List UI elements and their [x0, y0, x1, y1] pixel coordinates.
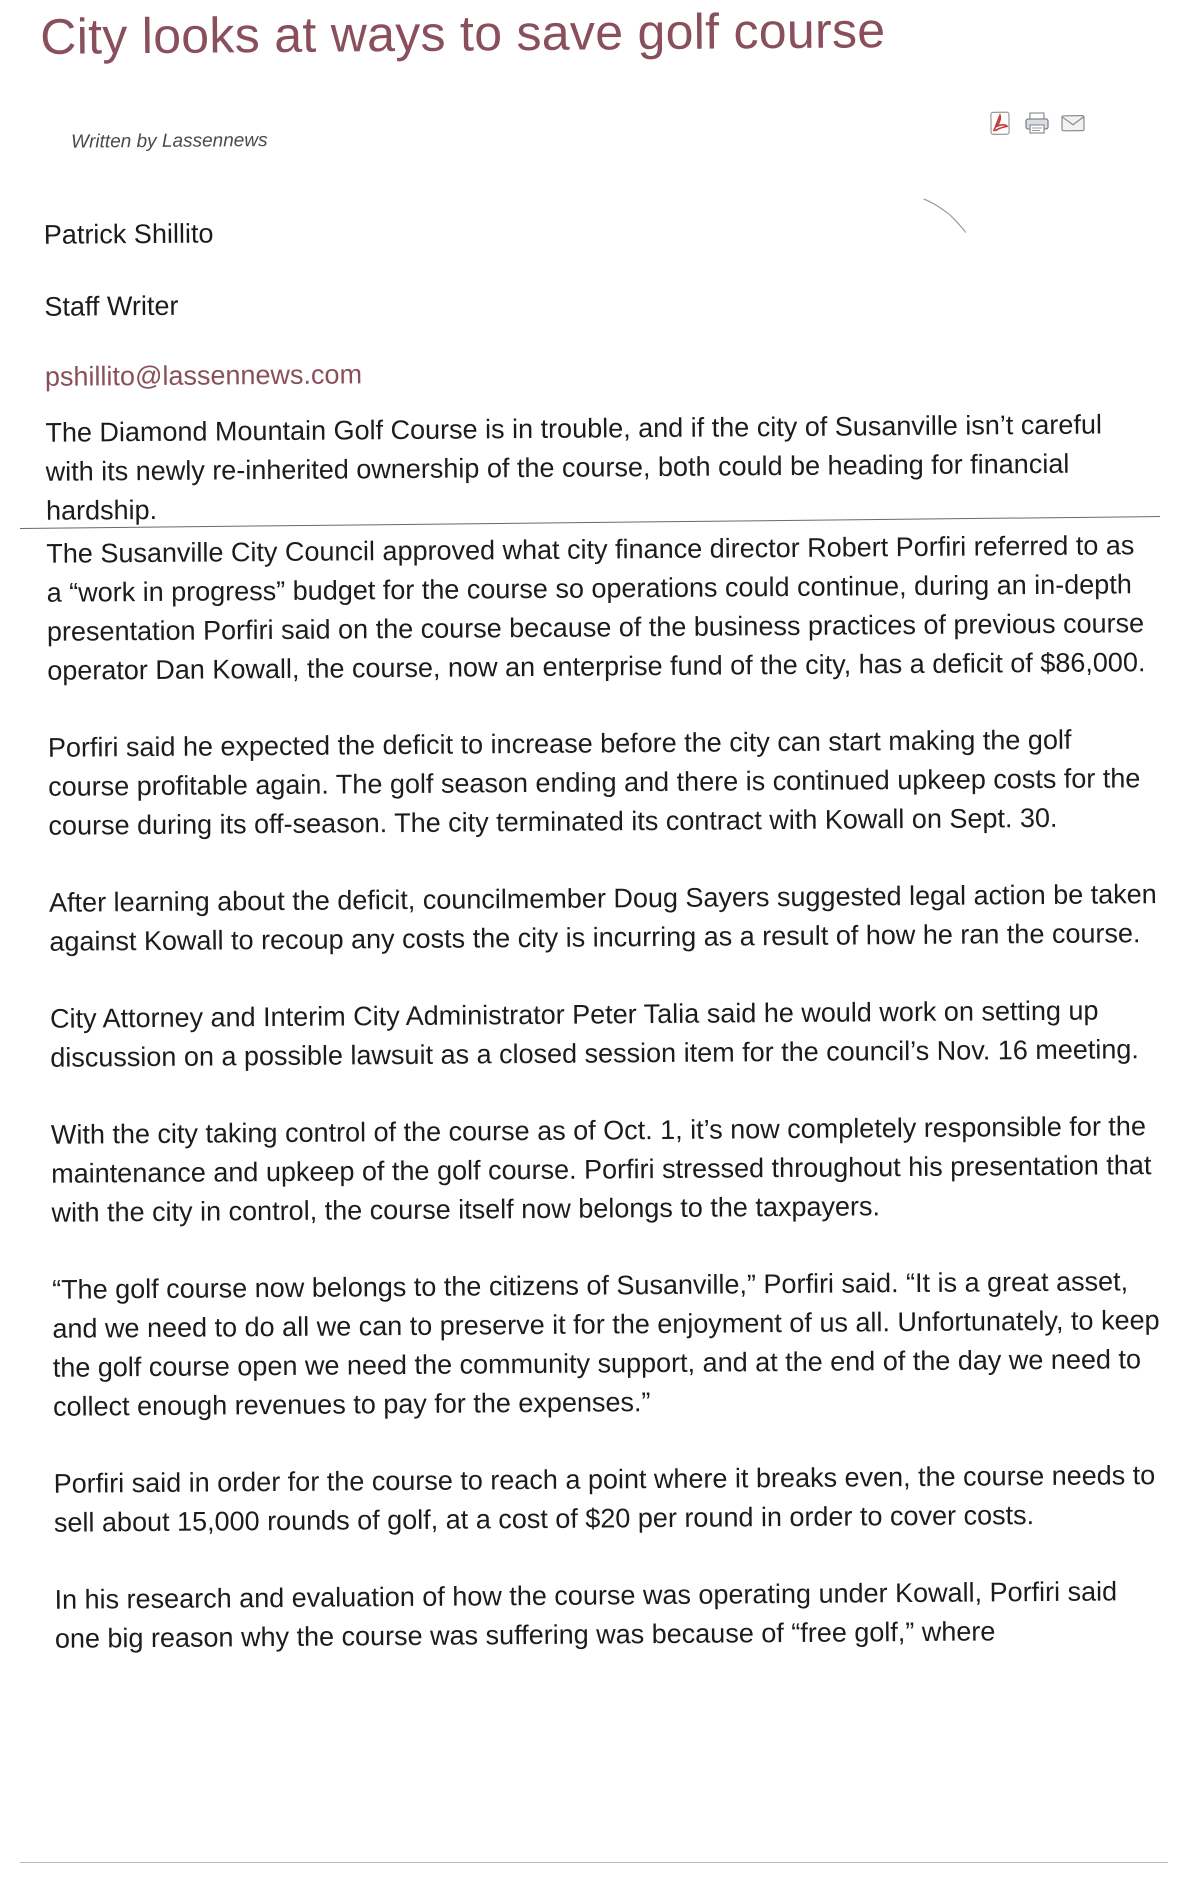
article-paragraph: In his research and evaluation of how the course was operating under Kowall, Porfiri said one big reason why the course was suffering was because of “free golf,” where — [54, 1576, 1118, 1654]
article-title: City looks at ways to save golf course — [40, 2, 886, 65]
article-paragraph: The Susanville City Council approved what city finance director Robert Porfiri referred to as a “work in progress” budget for the course so operations could continue, during an in-depth presentation Porfiri said on the course because of the business practices of previous course operator Dan Kowall, the course, now an enterprise fund of the city, has a deficit of $86,000. — [46, 530, 1146, 686]
article-sheet — [18, 0, 1181, 1868]
author-email-link[interactable]: pshillito@lassennews.com — [44, 359, 363, 392]
print-icon[interactable] — [1023, 110, 1051, 136]
byline: Written by Lassennews — [71, 130, 268, 153]
author-role: Staff Writer — [44, 290, 179, 322]
article-paragraph: Porfiri said in order for the course to reach a point where it breaks even, the course needs to sell about 15,000 rounds of golf, at a cost of $20 per round in order to cover costs. — [53, 1460, 1156, 1538]
pen-mark — [920, 192, 980, 242]
article-paragraph: The Diamond Mountain Golf Course is in trouble, and if the city of Susanville isn’t careful with its newly re-inherited ownership of the course, both could be heading for financial hardship. — [45, 409, 1103, 526]
pdf-icon[interactable] — [987, 110, 1015, 136]
article-toolbar — [987, 110, 1087, 137]
article-body — [45, 405, 1165, 1697]
email-icon[interactable] — [1059, 110, 1087, 136]
article-paragraph: City Attorney and Interim City Administrator Peter Talia said he would work on setting up discussion on a possible lawsuit as a closed session item for the council’s Nov. 16 meeting. — [49, 995, 1139, 1073]
article-paragraph: “The golf course now belongs to the citizens of Susanville,” Porfiri said. “It is a great asset, and we need to do all we can to preserve it for the enjoyment of us all. Unfortunately, to keep the golf course open we need the community support, and at the end of the day we need to collect enough revenues to pay for the expenses.” — [52, 1266, 1160, 1422]
article-paragraph: After learning about the deficit, councilmember Doug Sayers suggested legal action be taken against Kowall to recoup any costs the city is incurring as a result of how he ran the course. — [48, 879, 1157, 957]
article-paragraph: Porfiri said he expected the deficit to increase before the city can start making the golf course profitable again. The golf season ending and there is continued upkeep costs for the course during its off-season. The city terminated its contract with Kowall on Sept. 30. — [47, 724, 1141, 841]
author-name: Patrick Shillito — [43, 218, 214, 250]
article-paragraph: With the city taking control of the course as of Oct. 1, it’s now completely responsible for the maintenance and upkeep of the golf course. Porfiri stressed throughout his presentation that with the city in control, the course itself now belongs to the taxpayers. — [50, 1111, 1152, 1228]
scan-bottom-edge — [20, 1862, 1168, 1863]
